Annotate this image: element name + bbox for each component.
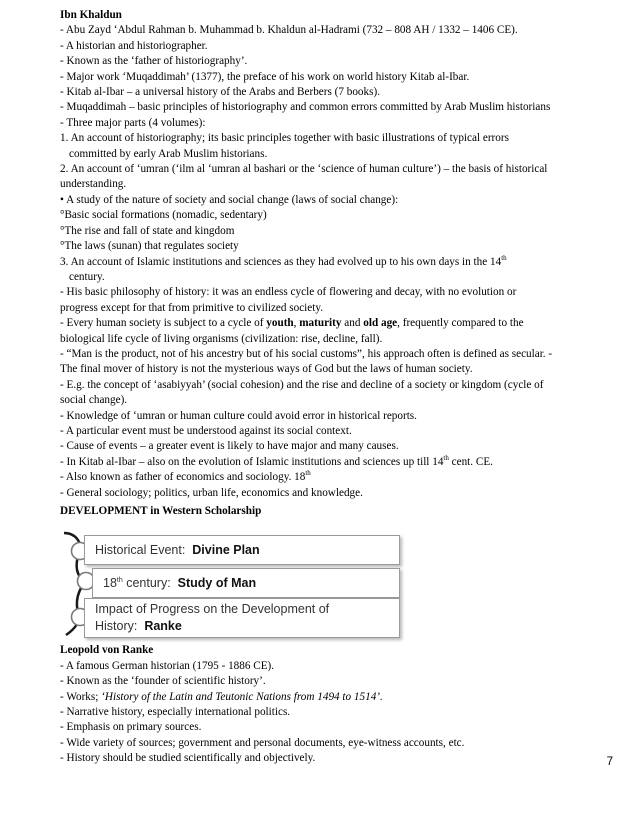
note-line: °The rise and fall of state and kingdom [60, 224, 235, 237]
note-line: century. [69, 270, 105, 283]
page-number: 7 [606, 756, 613, 768]
note-line: progress except for that from primitive to civilized society. [60, 301, 324, 314]
note-line: biological life cycle of living organisms (civilization: rise, decline, fall). [60, 332, 383, 345]
note-line: - In Kitab al-Ibar – also on the evolution of Islamic institutions and sciences up till 14th cent. CE. [60, 453, 493, 468]
note-line: - Muqaddimah – basic principles of historiography and common errors committed by Arab Muslim historians [60, 101, 551, 114]
note-line: - His basic philosophy of history: it was an endless cycle of flowering and decay, with no evolution or [60, 286, 517, 299]
section-heading-ranke: Leopold von Ranke [60, 644, 154, 657]
ranke-notes [60, 659, 612, 767]
note-line: - Major work ‘Muqaddimah’ (1377), the preface of his work on world history Kitab al-Ibar. [60, 70, 470, 83]
note-line: 2. An account of ‘umran (‘ilm al ‘umran al bashari or the ‘science of human culture’) – the basis of historical [60, 163, 548, 176]
diagram-box-prefix: Impact of Progress on the Development of [95, 602, 330, 617]
document-page [60, 8, 612, 767]
note-line: - A historian and historiographer. [60, 39, 208, 52]
diagram-box-prefix-2: History: [95, 619, 145, 634]
note-line: social change). [60, 394, 128, 407]
note-line: °The laws (sunan) that regulates society [60, 240, 239, 253]
diagram-box-prefix: 18th century: [103, 576, 178, 591]
section-heading-khaldun: Ibn Khaldun [60, 9, 122, 21]
diagram-box-emphasis: Ranke [144, 619, 182, 634]
note-line: - Also known as father of economics and sociology. 18th [60, 469, 311, 484]
note-line: - E.g. the concept of ‘asabiyyah’ (social cohesion) and the rise and decline of a society or kingdom (cycle of [60, 378, 544, 391]
section-heading-development: DEVELOPMENT in Western Scholarship [60, 505, 262, 517]
diagram-box-ranke [84, 598, 400, 638]
note-line: - Emphasis on primary sources. [60, 721, 202, 734]
note-line: - “Man is the product, not of his ancestry but of his social customs”, his approach often is defined as secular. - [60, 347, 553, 360]
development-diagram [60, 525, 612, 637]
note-line: - Kitab al-Ibar – a universal history of the Arabs and Berbers (7 books). [60, 86, 380, 99]
note-line: - Cause of events – a greater event is likely to have major and many causes. [60, 440, 399, 453]
note-line: The final mover of history is not the mysterious ways of God but the laws of human society. [60, 363, 473, 376]
diagram-box-emphasis: Divine Plan [192, 543, 260, 558]
note-line: 1. An account of historiography; its basic principles together with basic illustrations of typical errors [60, 132, 509, 145]
note-line: - Knowledge of ‘umran or human culture could avoid error in historical reports. [60, 409, 417, 422]
note-line: • A study of the nature of society and social change (laws of social change): [60, 193, 399, 206]
diagram-box-prefix: Historical Event: [95, 543, 193, 558]
diagram-box-study-of-man [92, 568, 400, 598]
note-line: - History should be studied scientifically and objectively. [60, 752, 316, 765]
note-line: - Three major parts (4 volumes): [60, 116, 206, 129]
note-line: - Known as the ‘founder of scientific history’. [60, 675, 266, 688]
note-line: - Known as the ‘father of historiography’. [60, 55, 248, 68]
note-line: - A particular event must be understood against its social context. [60, 424, 352, 437]
note-line: - A famous German historian (1795 - 1886 CE). [60, 659, 275, 672]
note-line: - General sociology; politics, urban life, economics and knowledge. [60, 486, 363, 499]
note-line: committed by early Arab Muslim historians. [69, 147, 268, 160]
note-line: - Narrative history, especially international politics. [60, 706, 291, 719]
note-line: - Works; ‘History of the Latin and Teutonic Nations from 1494 to 1514’. [60, 690, 383, 703]
diagram-box-divine-plan [84, 535, 400, 565]
khaldun-notes [60, 23, 612, 501]
note-line: °Basic social formations (nomadic, sedentary) [60, 209, 267, 222]
note-line: - Abu Zayd ‘Abdul Rahman b. Muhammad b. Khaldun al-Hadrami (732 – 808 AH / 1332 – 1406 CE). [60, 24, 518, 37]
note-line: 3. An account of Islamic institutions and sciences as they had evolved up to his own days in the 14th [60, 253, 507, 268]
note-line: - Wide variety of sources; government and personal documents, eye-witness accounts, etc. [60, 736, 465, 749]
note-line: - Every human society is subject to a cycle of youth, maturity and old age, frequently compared to the [60, 317, 524, 330]
diagram-box-emphasis: Study of Man [177, 576, 257, 591]
note-line: understanding. [60, 178, 127, 191]
